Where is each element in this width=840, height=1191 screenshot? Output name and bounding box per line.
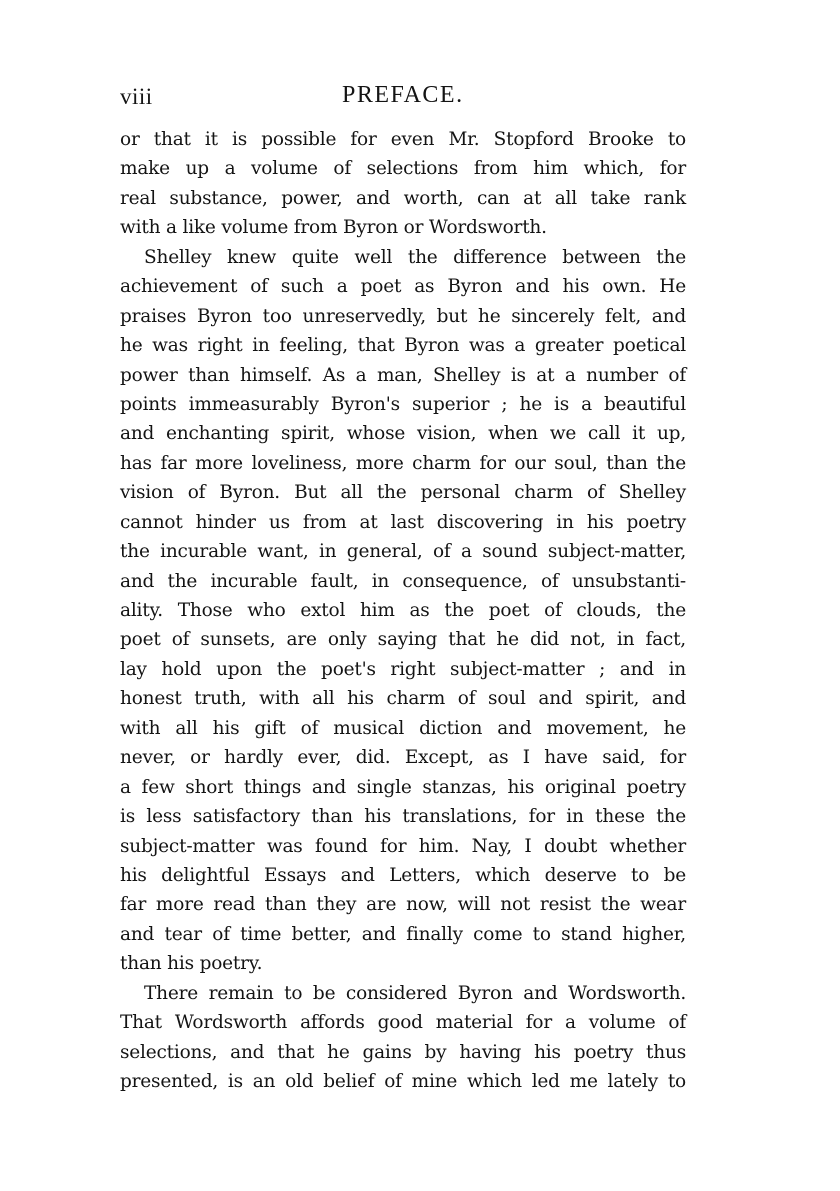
text-line: vision of Byron. But all the personal charm of Shelley (120, 482, 686, 504)
running-head (120, 82, 690, 118)
paragraph-first-line: There remain to be considered Byron and Wordsworth. (144, 982, 686, 1004)
text-line: far more read than they are now, will not resist the wear (120, 894, 686, 916)
text-line: points immeasurably Byron's superior ; he is a beautiful (120, 393, 686, 415)
text-line: lay hold upon the poet's right subject-matter ; and in (120, 658, 686, 680)
text-line: selections, and that he gains by having his poetry thus (120, 1041, 686, 1063)
text-line: with all his gift of musical diction and movement, he (120, 717, 686, 739)
text-line: ality. Those who extol him as the poet of clouds, the (120, 600, 686, 621)
text-line: power than himself. As a man, Shelley is at a number of (120, 364, 686, 386)
text-line: subject-matter was found for him. Nay, I doubt whether (120, 835, 686, 857)
text-line: the incurable want, in general, of a sound subject-matter, (120, 541, 686, 563)
text-line: and enchanting spirit, whose vision, when we call it up, (120, 423, 686, 445)
text-line: is less satisfactory than his translations, for in these the (120, 806, 686, 828)
text-line: achievement of such a poet as Byron and his own. He (120, 276, 686, 298)
text-line: with a like volume from Byron or Wordsworth. (120, 217, 547, 239)
text-line: he was right in feeling, that Byron was a greater poetical (120, 335, 686, 357)
text-line: has far more loveliness, more charm for our soul, than the (120, 452, 686, 474)
text-line: or that it is possible for even Mr. Stopford Brooke to (120, 129, 686, 150)
text-line: real substance, power, and worth, can at all take rank (120, 187, 686, 209)
text-line: praises Byron too unreservedly, but he sincerely felt, and (120, 305, 686, 327)
text-line: than his poetry. (120, 953, 263, 975)
text-line: cannot hinder us from at last discovering in his poetry (120, 511, 686, 533)
running-head-title: PREFACE. (342, 82, 464, 108)
text-line: never, or hardly ever, did. Except, as I have said, for (120, 747, 686, 769)
page-number: viii (120, 84, 153, 109)
text-line: honest truth, with all his charm of soul and spirit, and (120, 688, 686, 710)
text-line: make up a volume of selections from him which, for (120, 158, 686, 180)
text-line: presented, is an old belief of mine which led me lately to (120, 1071, 686, 1092)
text-line: a few short things and single stanzas, his original poetry (120, 776, 686, 798)
text-line: and the incurable fault, in consequence, of unsubstanti- (120, 570, 686, 592)
text-line: That Wordsworth affords good material for a volume of (120, 1012, 686, 1034)
paragraph-first-line: Shelley knew quite well the difference between the (144, 246, 686, 268)
text-line: and tear of time better, and finally come to stand higher, (120, 923, 686, 945)
body-text (120, 125, 686, 1096)
text-line: his delightful Essays and Letters, which deserve to be (120, 864, 686, 886)
text-line: poet of sunsets, are only saying that he did not, in fact, (120, 629, 686, 651)
